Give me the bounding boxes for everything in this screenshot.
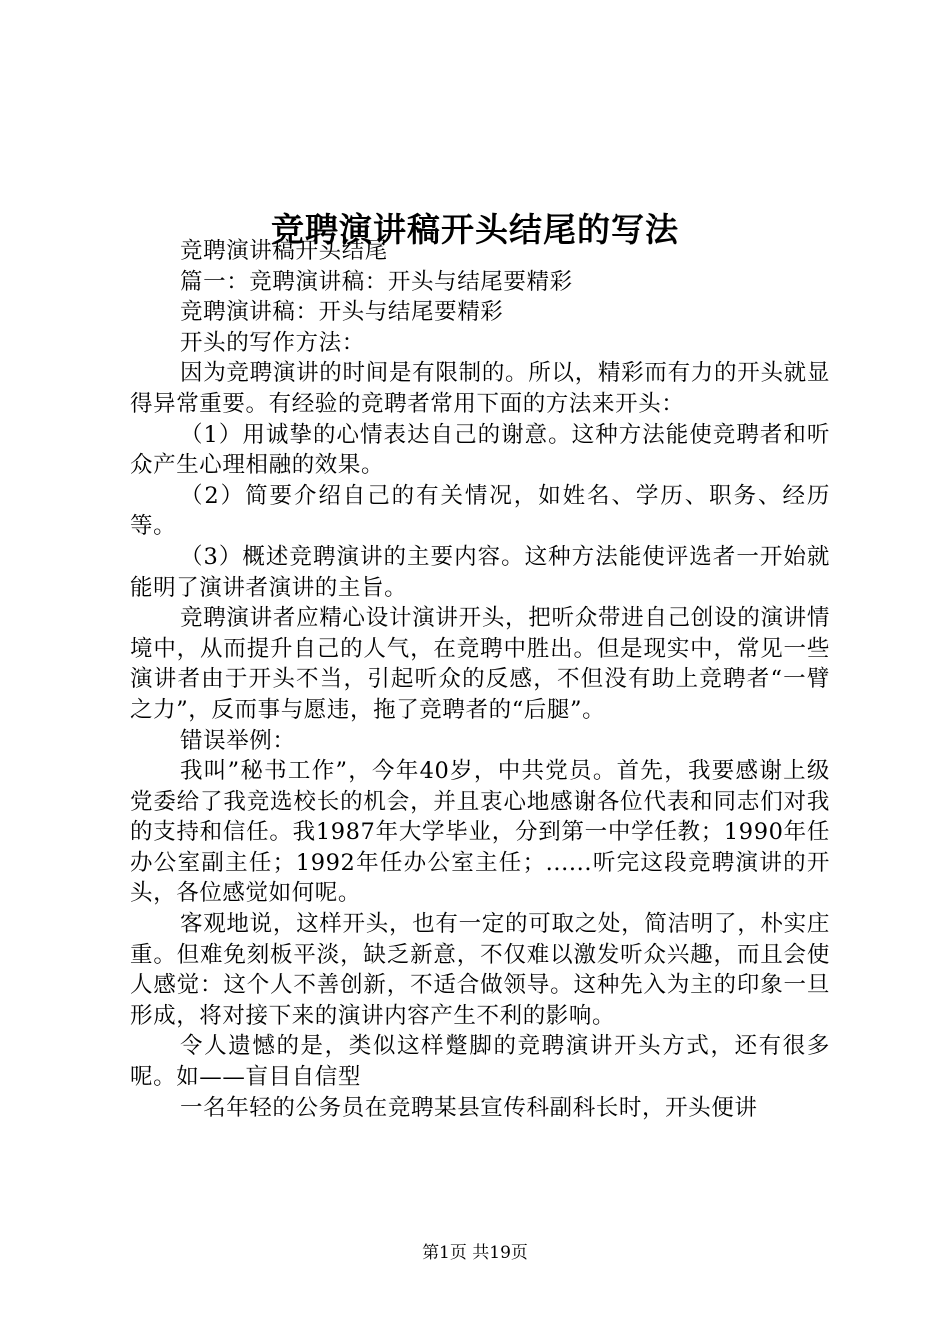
document-body [130,236,830,1123]
page-footer: 第1页 共19页 [422,1243,528,1263]
paragraph: 错误举例： [180,727,296,754]
page-title: 竞聘演讲稿开头结尾的写法 [271,210,679,250]
paragraph: 因为竞聘演讲的时间是有限制的。所以，精彩而有力的开头就显得异常重要。有经验的竞聘者常用下面的方法来开头： [130,360,830,417]
paragraph: （2）简要介绍自己的有关情况，如姓名、学历、职务、经历等。 [130,482,830,540]
paragraph: 令人遗憾的是，类似这样蹩脚的竞聘演讲开头方式，还有很多呢。如——盲目自信型 [130,1033,830,1091]
paragraph: 一名年轻的公务员在竞聘某县宣传科副科长时，开头便讲 [180,1094,758,1121]
paragraph: 我叫”秘书工作”，今年40岁，中共党员。首先，我要感谢上级党委给了我竞选校长的机会，并且衷心地感谢各位代表和同志们对我的支持和信任。我1987年大学毕业，分到第一中学任教；1990年任办公室副主任；1992年任办公室主任；......听完这段竞聘演讲的开头，各位感觉如何呢。 [130,758,830,907]
paragraph: 竞聘演讲者应精心设计演讲开头，把听众带进自己创设的演讲情境中，从而提升自己的人气，在竞聘中胜出。但是现实中，常见一些演讲者由于开头不当，引起听众的反感，不但没有助上竞聘者“一臂之力”，反而事与愿违，拖了竞聘者的“后腿”。 [130,605,830,723]
paragraph: 竞聘演讲稿开头结尾 [180,238,388,264]
paragraph: （1）用诚挚的心情表达自己的谢意。这种方法能使竞聘者和听众产生心理相融的效果。 [130,421,830,479]
paragraph: （3）概述竞聘演讲的主要内容。这种方法能使评选者一开始就能明了演讲者演讲的主旨。 [130,543,830,601]
paragraph: 开头的写作方法： [180,329,365,356]
paragraph: 篇一：竞聘演讲稿：开头与结尾要精彩 [180,268,573,295]
paragraph: 竞聘演讲稿：开头与结尾要精彩 [180,299,504,326]
paragraph: 客观地说，这样开头，也有一定的可取之处，简洁明了，朴实庄重。但难免刻板平淡，缺乏新意，不仅难以激发听众兴趣，而且会使人感觉：这个人不善创新，不适合做领导。这种先入为主的印象一旦形成，将对接下来的演讲内容产生不利的影响。 [130,911,830,1029]
